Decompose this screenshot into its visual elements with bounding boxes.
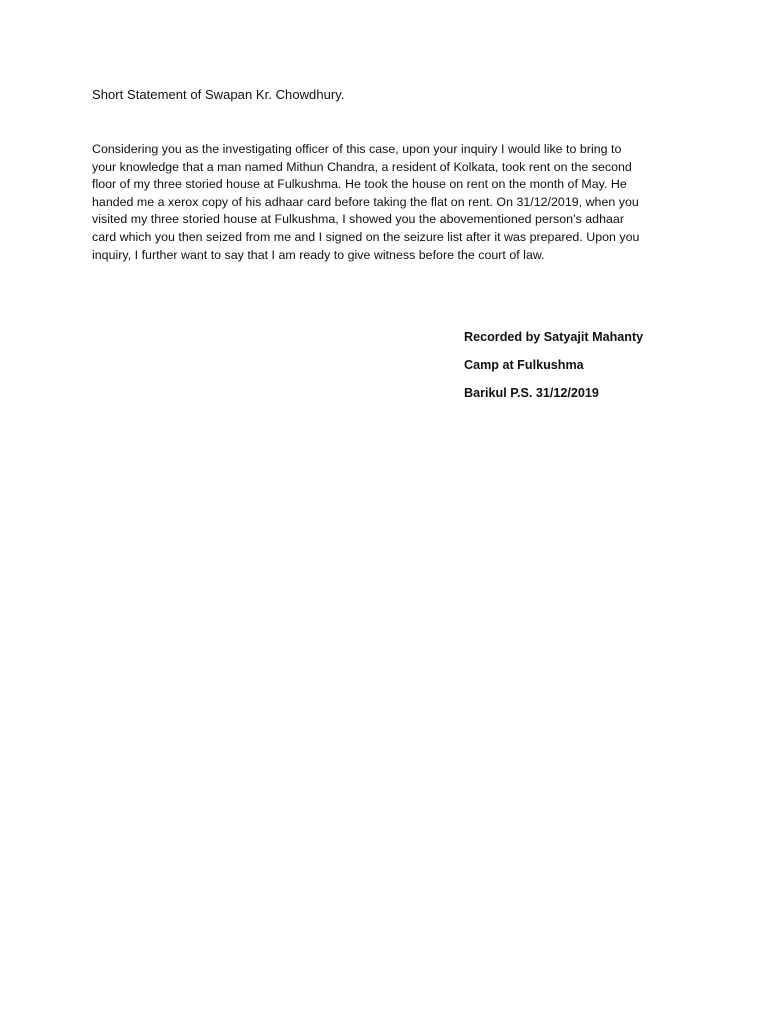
statement-body <box>92 141 682 264</box>
police-station-date: Barikul P.S. 31/12/2019 <box>464 386 599 400</box>
statement-line: your knowledge that a man named Mithun Chandra, a resident of Kolkata, took rent on the second <box>92 159 632 174</box>
statement-line: card which you then seized from me and I signed on the seizure list after it was prepared. Upon you <box>92 229 640 244</box>
statement-line: Considering you as the investigating officer of this case, upon your inquiry I would like to bring to <box>92 142 622 156</box>
statement-line: inquiry, I further want to say that I am ready to give witness before the court of law. <box>92 247 545 262</box>
signature-block <box>464 328 643 412</box>
statement-line: visited my three storied house at Fulkushma, I showed you the abovementioned person’s adhaar <box>92 212 624 227</box>
camp-location: Camp at Fulkushma <box>464 358 584 372</box>
statement-line: handed me a xerox copy of his adhaar card before taking the flat on rent. On 31/12/2019, when you <box>92 194 639 209</box>
statement-line: floor of my three storied house at Fulkushma. He took the house on rent on the month of May. He <box>92 177 627 192</box>
recorded-by: Recorded by Satyajit Mahanty <box>464 330 644 344</box>
statement-title: Short Statement of Swapan Kr. Chowdhury. <box>92 87 345 102</box>
